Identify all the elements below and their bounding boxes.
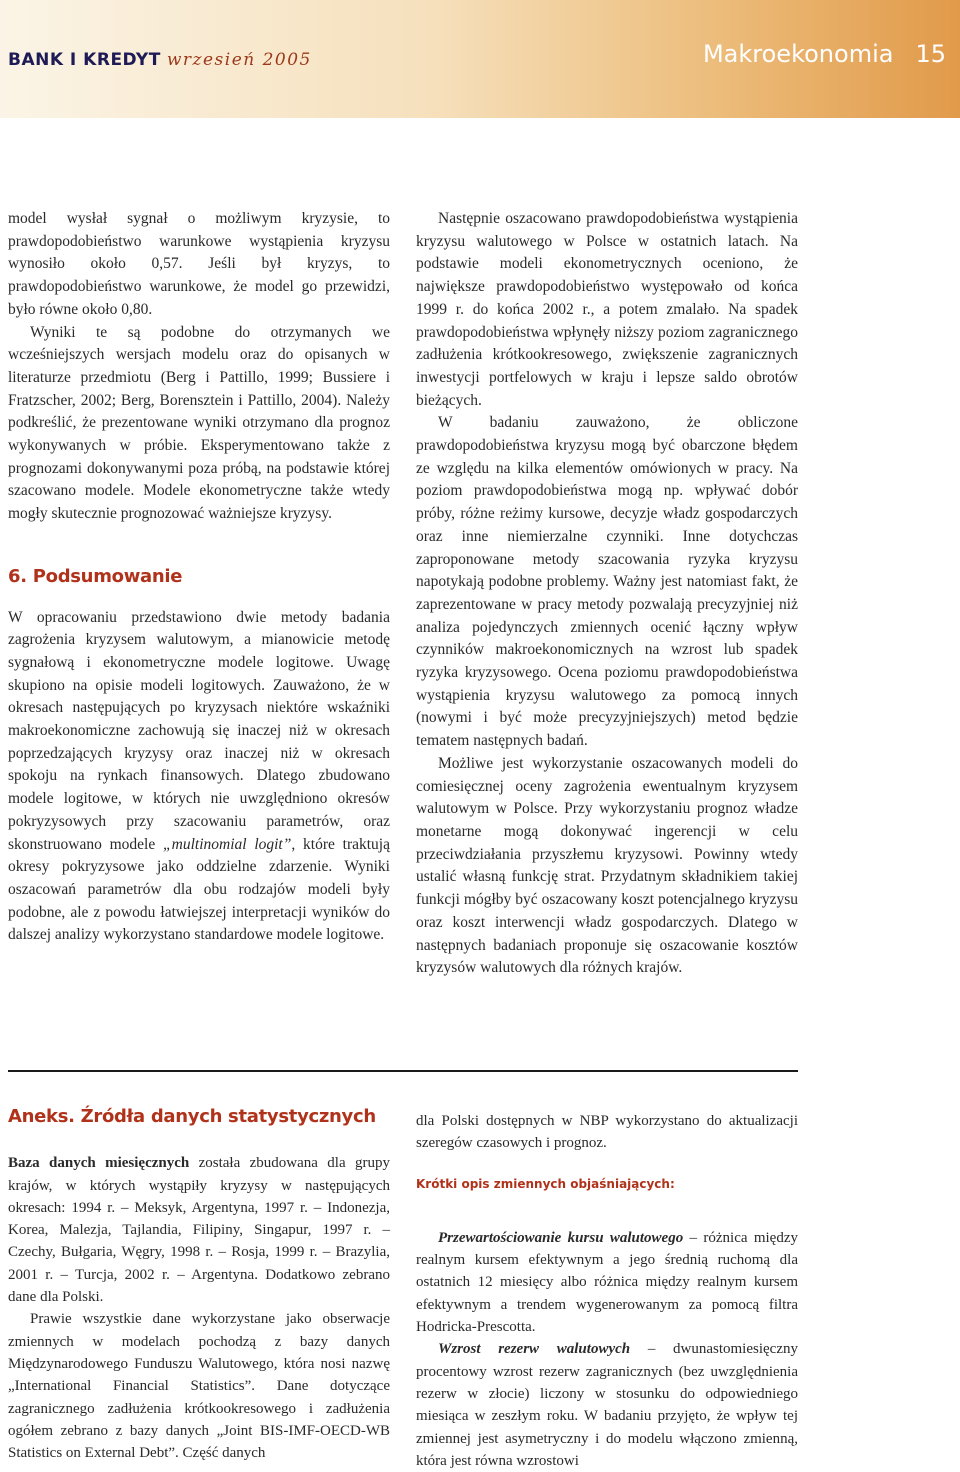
journal-name: BANK I KREDYT	[8, 50, 161, 70]
text-span: została zbudowana dla grupy krajów, w których wystąpiły kryzysy w następujących okresach: 1994 r. – Meksyk, Argentyna, 1997 r. – Indonezja, Korea, Malezja, Tajlandia, Filipiny, Singapur, 1997 r. – Czechy, Bułgaria, Węgry, 1998 r. – Rosja, 1999 r. – Brazylia, 2001 r. – Turcja, 2002 r. – Argentyna. Dodatkowo zebrano dane dla Polski.	[8, 1155, 390, 1306]
left-column-bottom	[8, 1106, 390, 1464]
paragraph	[8, 607, 390, 948]
paragraph: Wyniki te są podobne do otrzymanych we wcześniejszych wersjach modelu oraz do opisanych w literaturze przedmiotu (Berg i Pattillo, 1999; Bussiere i Fratzscher, 2002; Berg, Borensztein i Pattillo, 2004). Należy podkreślić, że prezentowane wyniki otrzymano dla prognoz wykonywanych w próbie. Eksperymentowano także z prognozami dokonywanymi poza próbą, na podstawie której szacowano modele. Modele ekonometryczne także wtedy mogły skutecznie prognozować ważniejsze kryzysy.	[8, 323, 390, 523]
section-heading: 6. Podsumowanie	[8, 565, 183, 587]
paragraph	[8, 1152, 390, 1308]
subheading: Krótki opis zmiennych objaśniających:	[416, 1176, 675, 1191]
bold-term: Baza danych miesięcznych	[8, 1155, 190, 1172]
right-column-bottom	[416, 1110, 798, 1472]
page-header	[0, 0, 960, 118]
italic-term: „multinomial logit”	[163, 835, 292, 853]
paragraph	[416, 1227, 798, 1338]
issue-date: wrzesień 2005	[166, 50, 312, 70]
annex-heading: Aneks. Źródła danych statystycznych	[8, 1106, 376, 1127]
text-span: – dwunastomiesięczny procentowy wzrost rezerw zagranicznych (bez uwzględnienia rezerw w złocie) liczony w stosunku do odpowiedniego miesiąca w zeszłym roku. W badaniu przyjęto, że wpływ tej zmiennej jest asymetryczny i do modelu włączono zmienną, która jest równa wzrostowi	[416, 1341, 798, 1469]
section-title: Makroekonomia	[702, 40, 894, 68]
paragraph: Prawie wszystkie dane wykorzystane jako obserwacje zmiennych w modelach pochodzą z bazy danych Międzynarodowego Funduszu Walutowego, która nosi nazwę „International Financial Statistics”. Dane dotyczące zagranicznego zadłużenia krótkookresowego i zadłużenia ogółem zebrano z bazy danych „Joint BIS-IMF-OECD-WB Statistics on External Debt”. Część danych	[8, 1311, 390, 1462]
variable-term: Wzrost rezerw walutowych	[438, 1341, 631, 1358]
section-divider	[8, 1070, 798, 1072]
left-column-top	[8, 208, 390, 947]
right-column-top	[416, 208, 798, 980]
paragraph: W badaniu zauważono, że obliczone prawdopodobieństwa kryzysu mogą być obarczone błędem ze względu na kilka elementów omówionych w pracy. Na poziom prawdopodobieństwa mogą np. wpływać dobór próby, różne reżimy kursowe, decyzje władz gospodarczych oraz inne niemierzalne czynniki. Inne dotychczas zaproponowane metody szacowania ryzyka kryzysu napotykają podobne problemy. Ważny jest natomiast fakt, że zaprezentowane w pracy metody pozwalają precyzyjniej niż analiza pojedynczych zmiennych ocenić łączny wpływ czynników makroekonomicznych na wzrost lub spadek ryzyka kryzysowego. Ocena poziomu prawdopodobieństwa wystąpienia kryzysu walutowego za pomocą innych (nowymi i być może precyzyjniejszych) metod będzie tematem następnych badań.	[416, 414, 798, 750]
text-span: , które traktują okresy pokryzysowe jako oddzielne zdarzenie. Wyniki oszacowań parametrów dla obu rodzajów modeli były podobne, ale z powodu łatwiejszej interpretacji wyników do dalszej analizy wykorzystano standardowe modele logitowe.	[8, 835, 390, 944]
paragraph: Następnie oszacowano prawdopodobieństwa wystąpienia kryzysu walutowego w Polsce w ostatnich latach. Na podstawie modeli ekonometrycznych oceniono, że największe prawdopodobieństwo występowało od końca 1999 r. do końca 2002 r., a potem zmalało. Na spadek prawdopodobieństwa wpłynęły niższy poziom zagranicznego zadłużenia krótkookresowego, zwiększenie zagranicznych inwestycji portfelowych w kraju i lepsze saldo obrotów bieżących.	[416, 210, 798, 409]
paragraph: dla Polski dostępnych w NBP wykorzystano do aktualizacji szeregów czasowych i prognoz.	[416, 1113, 798, 1152]
text-span: – różnica między realnym kursem efektywnym a jego średnią ruchomą dla ostatnich 12 miesięcy albo różnica między realnym kursem efektywnym a trendem wygenerowanym za pomocą filtra Hodricka-Prescotta.	[416, 1229, 798, 1336]
page-number: 15	[915, 40, 946, 68]
paragraph: Możliwe jest wykorzystanie oszacowanych modeli do comiesięcznej oceny zagrożenia ewentualnym kryzysem walutowym w Polsce. Przy wykorzystaniu prognoz władze monetarne mogą dokonywać ingerencji w celu przeciwdziałania przyszłemu kryzysowi. Powinny wtedy ustalić własną funkcję strat. Przydatnym składnikiem takiej funkcji mógłby być oszacowany koszt potencjalnego kryzysu oraz koszt interwencji władz gospodarczych. Dlatego w następnych badaniach proponuje się oszacowanie kosztów kryzysów walutowych dla różnych krajów.	[416, 754, 798, 977]
text-span: W opracowaniu przedstawiono dwie metody badania zagrożenia kryzysem walutowym, a mianowicie metodę sygnałową i ekonometryczne modele logitowe. Uwagę skupiono na opisie modeli logitowych. Zauważono, że w okresach następujących po kryzysach niektóre wskaźniki makroekonomiczne zachowują się inaczej niż w okresach poprzedzających kryzysy oraz inaczej niż w okresach spokoju na rynkach finansowych. Dlatego zbudowano modele logitowe, w których nie uwzględniono okresów pokryzysowych przy szacowaniu parametrów, oraz skonstruowano modele	[8, 608, 390, 853]
paragraph	[416, 1338, 798, 1472]
paragraph: model wysłał sygnał o możliwym kryzysie, to prawdopodobieństwo warunkowe wystąpienia kryzysu wynosiło około 0,57. Jeśli był kryzys, to prawdopodobieństwo warunkowe, że model go przewidzi, było równe około 0,80.	[8, 210, 390, 318]
journal-title	[8, 50, 312, 70]
variable-term: Przewartościowanie kursu walutowego	[438, 1229, 684, 1246]
section-info	[703, 40, 946, 68]
